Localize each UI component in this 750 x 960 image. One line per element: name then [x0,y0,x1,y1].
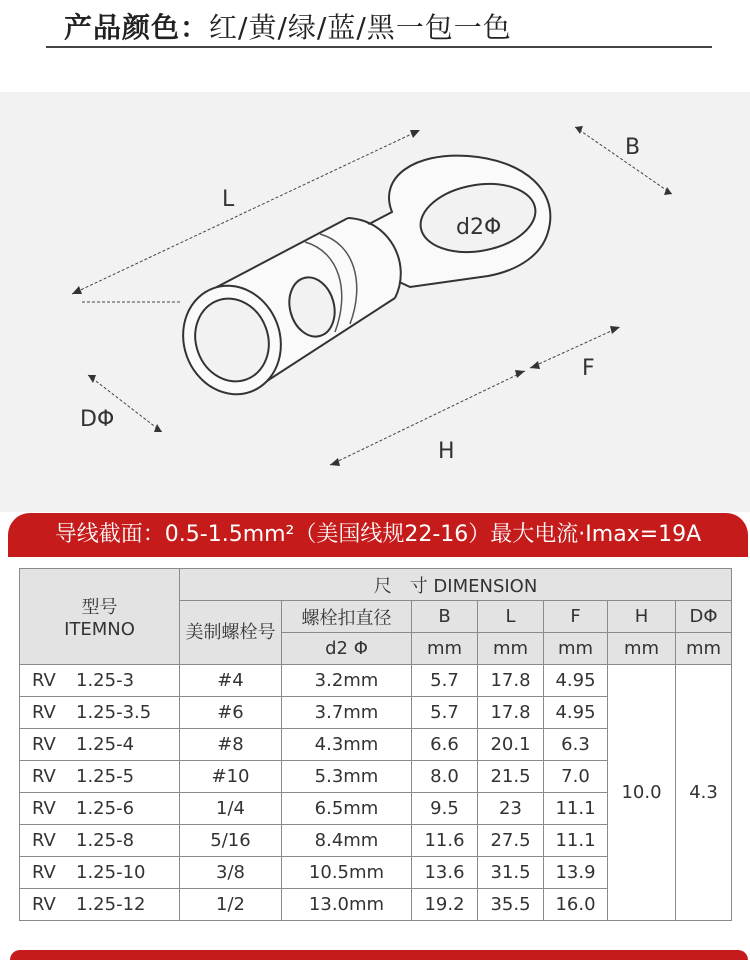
model-cell: RV 1.25-8 [20,825,180,857]
L-cell: 17.8 [478,697,544,729]
stud-cell: 3/8 [180,857,282,889]
bolt-dia-symbol: d2 Φ [282,633,412,665]
H-header: H [608,601,676,633]
model-cell: RV 1.25-10 [20,857,180,889]
d2-cell: 6.5mm [282,793,412,825]
B-header: B [412,601,478,633]
arrowhead [530,361,540,369]
bolt-dia-header: 螺栓扣直径 [282,601,412,633]
F-cell: 7.0 [544,761,608,793]
table-row [20,665,732,697]
arrowhead [664,187,672,195]
d2-cell: 8.4mm [282,825,412,857]
B-cell: 11.6 [412,825,478,857]
L-cell: 27.5 [478,825,544,857]
H-unit: mm [608,633,676,665]
model-cell: RV 1.25-12 [20,889,180,921]
H-shared-cell: 10.0 [608,665,676,921]
stud-cell: #8 [180,729,282,761]
model-cell: RV 1.25-5 [20,761,180,793]
arrowhead [154,424,162,432]
header [0,0,750,92]
stud-cell: 1/4 [180,793,282,825]
stud-cell: #10 [180,761,282,793]
d2-cell: 13.0mm [282,889,412,921]
B-cell: 9.5 [412,793,478,825]
B-unit: mm [412,633,478,665]
header-divider [46,46,712,48]
B-cell: 5.7 [412,697,478,729]
F-cell: 11.1 [544,825,608,857]
model-cell: RV 1.25-4 [20,729,180,761]
d2-cell: 5.3mm [282,761,412,793]
arrowhead [72,286,82,294]
B-cell: 6.6 [412,729,478,761]
product-color-title [64,8,512,48]
arrowhead [610,326,620,334]
F-cell: 6.3 [544,729,608,761]
arrowhead [515,370,525,378]
stud-cell: #4 [180,665,282,697]
spec-banner-text: 导线截面：0.5-1.5mm²（美国线规22-16）最大电流·Imax=19A [54,522,702,547]
F-cell: 4.95 [544,697,608,729]
D-shared-cell: 4.3 [676,665,732,921]
terminal-diagram [0,92,750,512]
arrowhead [410,130,420,138]
B-cell: 5.7 [412,665,478,697]
model-cell: RV 1.25-6 [20,793,180,825]
L-cell: 20.1 [478,729,544,761]
d2-cell: 4.3mm [282,729,412,761]
F-cell: 11.1 [544,793,608,825]
model-header-cn: 型号 [81,597,118,618]
d2-cell: 3.2mm [282,665,412,697]
model-cell: RV 1.25-3.5 [20,697,180,729]
B-cell: 13.6 [412,857,478,889]
label-F: F [582,356,595,381]
ring-terminal-drawing [0,92,750,512]
label-H: H [438,439,455,464]
d2-cell: 10.5mm [282,857,412,889]
stud-cell: 1/2 [180,889,282,921]
L-header: L [478,601,544,633]
L-cell: 35.5 [478,889,544,921]
L-cell: 17.8 [478,665,544,697]
dimension-line-B [575,127,672,194]
color-label: 产品颜色： [64,11,210,44]
spec-banner [8,513,748,557]
d2-cell: 3.7mm [282,697,412,729]
dimension-line-F [530,327,620,368]
arrowhead [575,126,583,134]
bottom-banner-edge [10,950,748,960]
stud-cell: 5/16 [180,825,282,857]
label-B: B [625,135,641,160]
B-cell: 19.2 [412,889,478,921]
F-cell: 13.9 [544,857,608,889]
label-D: DΦ [80,407,115,432]
model-header [20,569,180,665]
label-d2: d2Φ [456,215,502,240]
F-cell: 4.95 [544,665,608,697]
stud-cell: #6 [180,697,282,729]
spec-table [19,568,732,921]
model-header-en: ITEMNO [64,619,135,640]
D-unit: mm [676,633,732,665]
F-header: F [544,601,608,633]
D-header: DΦ [676,601,732,633]
dimension-header: 尺 寸 DIMENSION [180,569,732,601]
dimension-line-H [330,371,525,465]
arrowhead [330,458,340,466]
arrowhead [88,375,96,383]
F-cell: 16.0 [544,889,608,921]
L-cell: 31.5 [478,857,544,889]
us-stud-header: 美制螺栓号 [180,601,282,665]
L-unit: mm [478,633,544,665]
F-unit: mm [544,633,608,665]
label-L: L [222,187,235,212]
color-options: 红/黄/绿/蓝/黑一包一色 [209,11,512,44]
L-cell: 23 [478,793,544,825]
L-cell: 21.5 [478,761,544,793]
B-cell: 8.0 [412,761,478,793]
model-cell: RV 1.25-3 [20,665,180,697]
